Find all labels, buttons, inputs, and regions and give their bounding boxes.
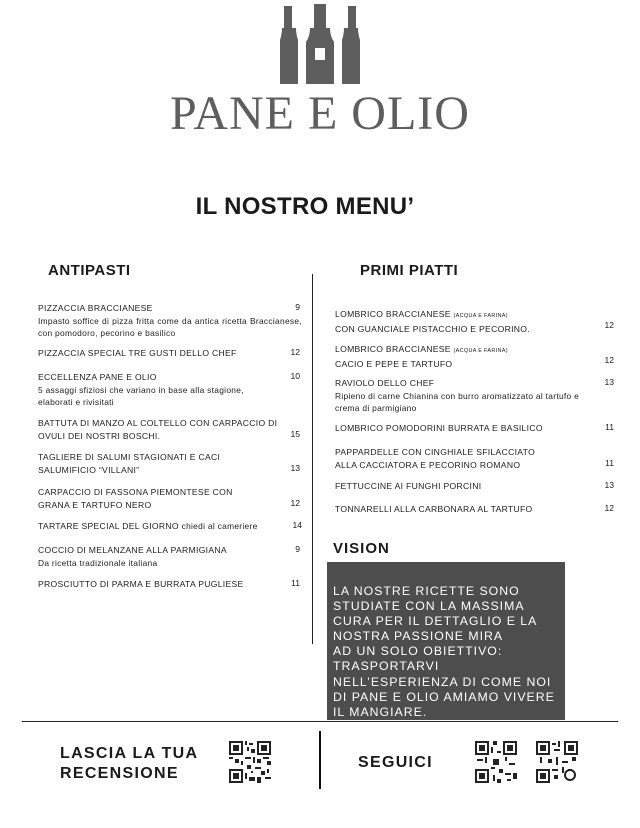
item-price: 9 [295,544,300,554]
vision-line: AD UN SOLO OBIETTIVO: [333,644,503,659]
item-name: LOMBRICO BRACCIANESE [335,309,451,319]
antipasti-title: ANTIPASTI [48,262,131,279]
footer-vertical-divider [319,731,321,789]
column-divider [312,274,313,644]
item-price: 11 [605,422,614,432]
item-name-line2: CACIO E PEPE E TARTUFO [335,358,453,369]
item-desc: 5 assaggi sfiziosi che variano in base alla stagione, elaborati e rivisitati [38,384,244,407]
list-item [335,446,585,471]
item-price: 12 [290,498,300,508]
vision-line: LA NOSTRE RICETTE SONO [333,584,520,598]
item-price: 9 [295,302,300,312]
item-name: ECCELLENZA PANE E OLIO [38,372,157,382]
review-label [60,744,198,784]
item-note: chiedi al cameriere [181,521,258,531]
item-name: TONNARELLI ALLA CARBONARA AL TARTUFO [335,504,533,514]
item-desc: Impasto soffice di pizza fritta come da antica ricetta Braccianese, con pomodoro, pecorino e basilico [38,315,302,338]
item-price: 13 [604,377,614,387]
primi-title: PRIMI PIATTI [360,262,459,279]
vision-line: NELL’ESPERIENZA DI COME NOI [333,674,552,689]
item-price: 12 [604,320,614,330]
list-item [335,343,575,370]
review-qr-code[interactable] [229,741,271,783]
list-item [38,520,288,533]
item-price: 13 [290,463,300,473]
item-name: TAGLIERE DI SALUMI STAGIONATI E CACI SALUMIFICIO “VILLANI” [38,452,221,475]
list-item [38,302,302,340]
vision-title: VISION [333,540,390,557]
item-price: 11 [605,458,614,468]
list-item [38,417,304,442]
item-name: LOMBRICO BRACCIANESE [335,344,451,354]
item-price: 10 [290,371,300,381]
item-desc: Ripieno di carne Chianina con burro aromatizzato al tartufo e crema di parmigiano [335,390,580,413]
brand-name: PANE E OLIO [170,87,470,140]
item-name: PAPPARDELLE CON CINGHIALE SFILACCIATO [335,447,536,457]
item-name: RAVIOLO DELLO CHEF [335,378,435,388]
item-name: TARTARE SPECIAL DEL GIORNO [38,521,179,531]
list-item [38,486,238,511]
item-name: BATTUTA DI MANZO AL COLTELLO CON CARPACCIO DI OVULI DEI NOSTRI BOSCHI. [38,418,278,441]
vision-line: TRASPORTARVI [333,659,440,674]
review-label-line2: RECENSIONE [60,765,179,782]
item-price: 14 [292,520,302,530]
list-item [335,422,585,435]
item-desc: Da ricetta tradizionale italiana [38,557,158,568]
vision-text [333,584,561,720]
social-qr-code-2[interactable] [536,741,578,783]
list-item [335,480,585,493]
item-name: PIZZACCIA SPECIAL TRE GUSTI DELLO CHEF [38,348,237,358]
item-note: (ACQUA E FARINA) [453,348,508,354]
list-item [38,371,278,409]
item-price: 12 [290,347,300,357]
vision-line: STUDIATE CON LA MASSIMA [333,599,525,614]
footer-divider [22,721,618,722]
social-qr-code[interactable] [475,741,517,783]
item-price: 12 [604,355,614,365]
list-item [38,578,278,591]
item-price: 11 [291,578,300,588]
item-name: PIZZACCIA BRACCIANESE [38,303,153,313]
vision-line: DI PANE E OLIO AMIAMO VIVERE [333,689,555,704]
list-item [38,451,248,476]
item-name-line2: ALLA CACCIATORA E PECORINO ROMANO [335,459,521,470]
list-item [335,377,585,415]
vision-line: NOSTRA PASSIONE MIRA [333,629,504,644]
list-item [335,503,585,516]
item-note: (ACQUA E FARINA) [453,313,508,319]
list-item [38,347,288,360]
wine-bottles-logo [270,4,370,86]
item-name: PROSCIUTTO DI PARMA E BURRATA PUGLIESE [38,579,244,589]
item-name-line2: CON GUANCIALE PISTACCHIO E PECORINO. [335,323,530,334]
item-price: 12 [604,503,614,513]
menu-title: IL NOSTRO MENU’ [195,193,415,220]
follow-label: SEGUICI [358,754,433,771]
review-label-line1: LASCIA LA TUA [60,745,199,762]
item-name: COCCIO DI MELANZANE ALLA PARMIGIANA [38,545,227,555]
item-name: FETTUCCINE AI FUNGHI PORCINI [335,481,482,491]
item-name: CARPACCIO DI FASSONA PIEMONTESE CON GRANA E TARTUFO NERO [38,487,233,510]
vision-line: IL MANGIARE. [333,704,428,719]
item-name: LOMBRICO POMODORINI BURRATA E BASILICO [335,423,543,433]
item-price: 15 [290,429,300,439]
item-price: 13 [604,480,614,490]
list-item [38,544,278,569]
list-item [335,308,575,335]
vision-line: CURA PER IL DETTAGLIO E LA [333,614,538,629]
